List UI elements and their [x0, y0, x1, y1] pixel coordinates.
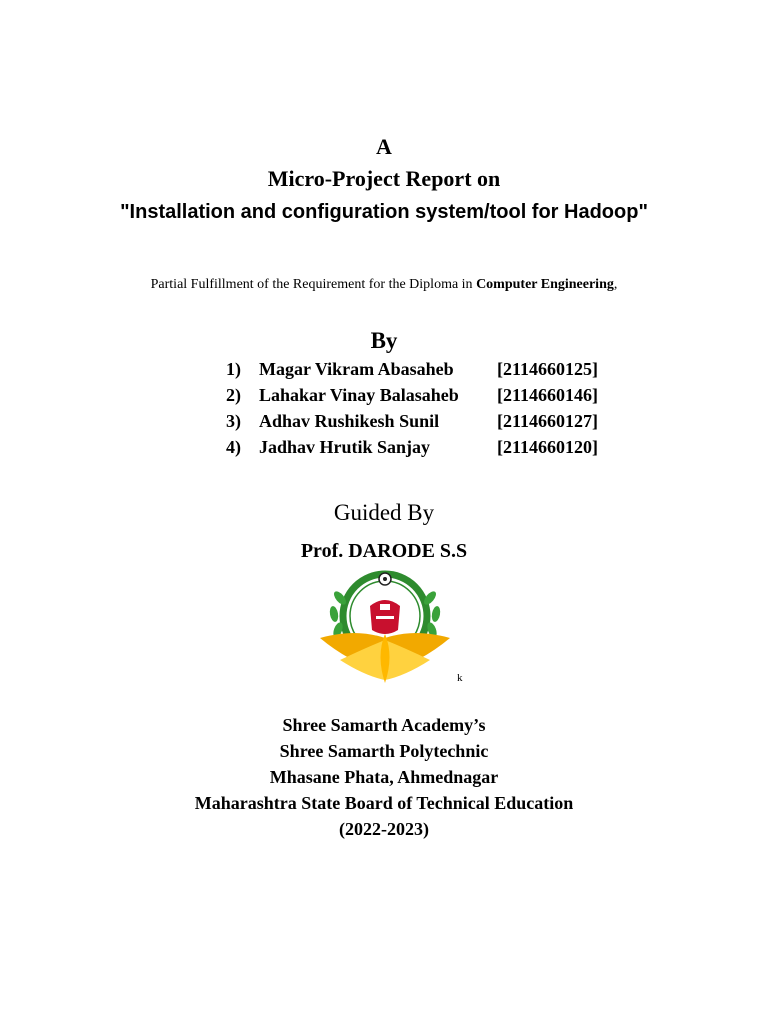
student-name: Lahakar Vinay Balasaheb	[259, 385, 459, 405]
academic-year: (2022-2023)	[339, 819, 429, 839]
student-name: Magar Vikram Abasaheb	[259, 359, 454, 379]
guide-name: Prof. DARODE S.S	[300, 540, 468, 562]
polytechnic-name: Shree Samarth Polytechnic	[279, 741, 489, 761]
student-name: Adhav Rushikesh Sunil	[259, 411, 440, 431]
logo-lotus	[320, 633, 450, 683]
fulfillment-discipline: Computer Engineering	[476, 277, 614, 292]
student-number: 4)	[226, 437, 241, 457]
fulfillment-line	[0, 277, 768, 293]
institution-location: Mhasane Phata, Ahmednagar	[269, 767, 499, 787]
logo-mark: k	[457, 672, 463, 684]
student-roll: [2114660125]	[497, 359, 598, 379]
student-roll: [2114660146]	[497, 385, 598, 405]
report-heading: Micro-Project Report on	[267, 166, 501, 191]
student-number: 2)	[226, 385, 241, 405]
student-number: 3)	[226, 411, 241, 431]
student-roll: [2114660127]	[497, 411, 598, 431]
student-roll: [2114660120]	[497, 437, 598, 457]
student-name: Jadhav Hrutik Sanjay	[259, 437, 431, 457]
by-label: By	[370, 328, 398, 353]
student-number: 1)	[226, 359, 241, 379]
academy-name: Shree Samarth Academy’s	[282, 715, 486, 735]
heading-a: A	[376, 134, 392, 159]
board-name: Maharashtra State Board of Technical Education	[194, 793, 574, 813]
project-title: "Installation and configuration system/tool for Hadoop"	[120, 201, 648, 223]
fulfillment-prefix: Partial Fulfillment of the Requirement for the Diploma in	[150, 277, 477, 292]
msbte-logo-icon	[310, 568, 460, 688]
guided-by-label: Guided By	[333, 500, 435, 525]
fulfillment-suffix: ,	[613, 277, 618, 292]
